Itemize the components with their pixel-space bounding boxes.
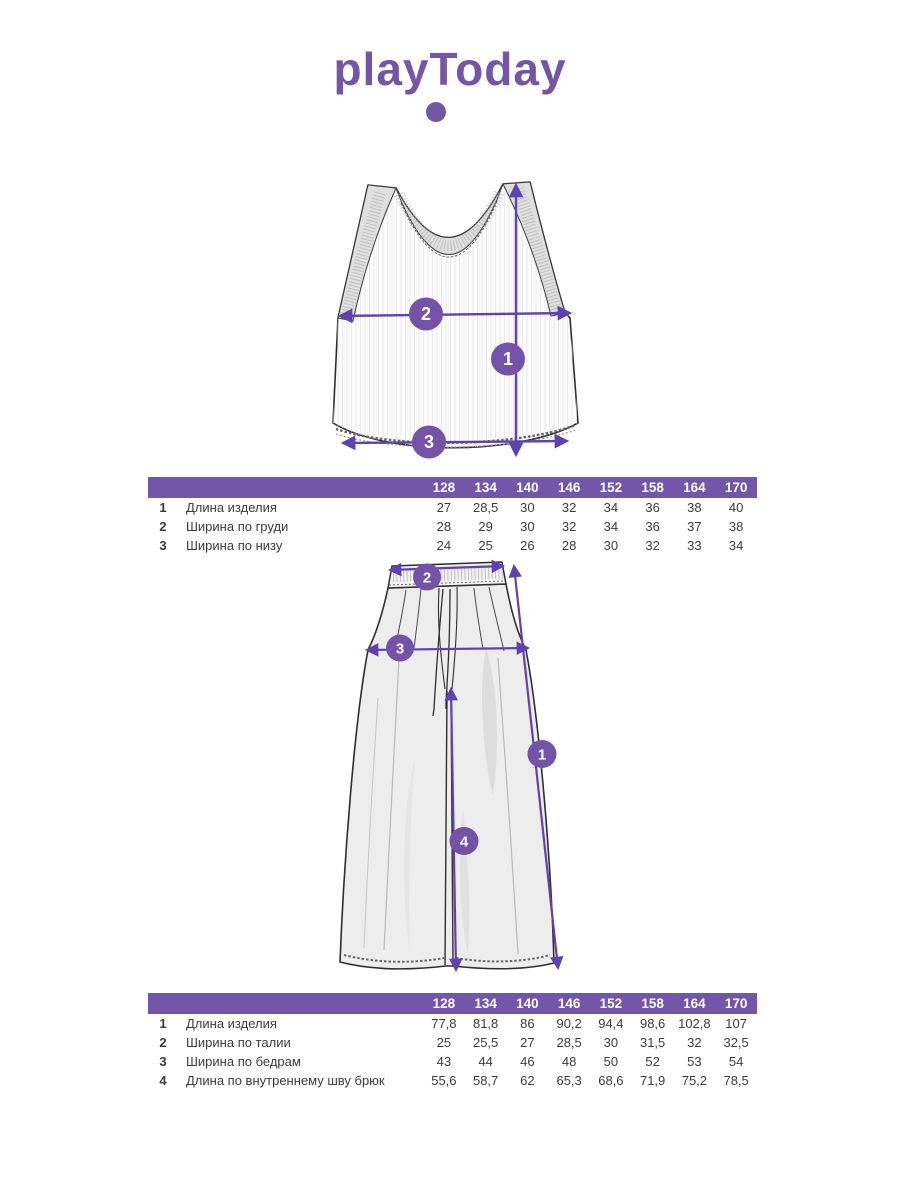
cell-value: 55,6 bbox=[431, 1073, 457, 1088]
cell-value: 37 bbox=[687, 519, 702, 534]
pants-diagram bbox=[320, 558, 575, 993]
size-header-row bbox=[148, 993, 757, 1014]
cell-value: 53 bbox=[687, 1054, 702, 1069]
badge-number: 3 bbox=[395, 640, 405, 658]
cell-value: 25 bbox=[478, 538, 493, 553]
size-header-cell: 140 bbox=[516, 996, 539, 1011]
row-label: Ширина по груди bbox=[186, 519, 289, 534]
cell-value: 28 bbox=[436, 519, 452, 534]
cell-value: 31,5 bbox=[639, 1035, 666, 1050]
cell-value: 25 bbox=[436, 1035, 452, 1050]
cell-value: 34 bbox=[603, 500, 619, 515]
size-header-cell: 146 bbox=[557, 480, 581, 495]
cell-value: 24 bbox=[436, 538, 452, 553]
cell-value: 28,5 bbox=[472, 500, 499, 515]
cell-value: 27 bbox=[520, 1035, 535, 1050]
table-row bbox=[148, 517, 757, 536]
size-header-cell: 140 bbox=[516, 480, 539, 495]
cell-value: 98,6 bbox=[639, 1016, 666, 1031]
cell-value: 102,8 bbox=[678, 1016, 711, 1031]
cell-value: 34 bbox=[728, 538, 744, 553]
row-number: 3 bbox=[159, 538, 167, 553]
cell-value: 86 bbox=[520, 1016, 535, 1031]
cell-value: 29 bbox=[478, 519, 493, 534]
cell-value: 40 bbox=[728, 500, 744, 515]
badge-number: 1 bbox=[502, 349, 514, 369]
tank-measure-badge-2 bbox=[409, 298, 443, 331]
cell-value: 32 bbox=[561, 500, 577, 515]
pants-measure-badge-1 bbox=[528, 740, 557, 768]
row-label: Длина изделия bbox=[186, 1016, 277, 1031]
pants-measure-badge-2 bbox=[413, 564, 441, 591]
cell-value: 62 bbox=[520, 1073, 535, 1088]
row-number: 2 bbox=[159, 1035, 167, 1050]
tank-measure-badge-3 bbox=[412, 426, 446, 459]
size-header-cell: 158 bbox=[641, 480, 664, 495]
cell-value: 32 bbox=[645, 538, 660, 553]
size-header-cell: 164 bbox=[683, 996, 706, 1011]
size-header-cell: 134 bbox=[474, 480, 497, 495]
cell-value: 25,5 bbox=[472, 1035, 499, 1050]
cell-value: 81,8 bbox=[472, 1016, 499, 1031]
badge-number: 4 bbox=[459, 833, 469, 851]
size-header-cell: 134 bbox=[474, 996, 497, 1011]
cell-value: 38 bbox=[687, 500, 702, 515]
badge-number: 2 bbox=[422, 569, 432, 587]
cell-value: 32 bbox=[561, 519, 577, 534]
table-row bbox=[148, 498, 757, 517]
row-number: 4 bbox=[159, 1073, 167, 1088]
cell-value: 36 bbox=[645, 500, 660, 515]
tank-top-size-table bbox=[148, 477, 757, 555]
row-label: Ширина по бедрам bbox=[186, 1054, 301, 1069]
bottom-width-arrow bbox=[343, 441, 567, 443]
cell-value: 30 bbox=[520, 519, 535, 534]
cell-value: 28,5 bbox=[556, 1035, 582, 1050]
tank-top-drawing bbox=[328, 179, 583, 461]
cell-value: 32 bbox=[687, 1035, 702, 1050]
row-label: Ширина по низу bbox=[186, 538, 283, 553]
cell-value: 71,9 bbox=[639, 1073, 666, 1088]
cell-value: 30 bbox=[603, 1035, 619, 1050]
cell-value: 36 bbox=[645, 519, 660, 534]
cell-value: 94,4 bbox=[598, 1016, 624, 1031]
cell-value: 34 bbox=[603, 519, 619, 534]
cell-value: 90,2 bbox=[556, 1016, 582, 1031]
size-header-cell: 164 bbox=[683, 480, 706, 495]
row-number: 3 bbox=[159, 1054, 167, 1069]
tank-top-diagram bbox=[300, 155, 600, 470]
cell-value: 30 bbox=[520, 500, 535, 515]
row-label: Длина по внутреннему шву брюк bbox=[186, 1073, 385, 1088]
cell-value: 52 bbox=[645, 1054, 660, 1069]
logo-dot bbox=[426, 102, 446, 122]
cell-value: 68,6 bbox=[598, 1073, 624, 1088]
row-number: 1 bbox=[159, 500, 167, 515]
size-header-row bbox=[148, 477, 757, 498]
cell-value: 58,7 bbox=[472, 1073, 499, 1088]
pants-size-table bbox=[148, 993, 757, 1090]
cell-value: 65,3 bbox=[556, 1073, 582, 1088]
cell-value: 44 bbox=[478, 1054, 493, 1069]
cell-value: 75,2 bbox=[681, 1073, 708, 1088]
table-row bbox=[148, 1014, 757, 1033]
cell-value: 38 bbox=[728, 519, 744, 534]
row-label: Ширина по талии bbox=[186, 1035, 291, 1050]
cell-value: 28 bbox=[561, 538, 577, 553]
tank-measure-badge-1 bbox=[491, 343, 525, 376]
brand-logo-text: playToday bbox=[333, 43, 567, 95]
table-row bbox=[148, 1052, 757, 1071]
row-number: 1 bbox=[159, 1016, 167, 1031]
cell-value: 50 bbox=[603, 1054, 619, 1069]
cell-value: 26 bbox=[520, 538, 535, 553]
cell-value: 46 bbox=[520, 1054, 535, 1069]
cell-value: 27 bbox=[436, 500, 452, 515]
row-label: Длина изделия bbox=[186, 500, 277, 515]
brand-logo bbox=[0, 43, 900, 95]
cell-value: 48 bbox=[561, 1054, 577, 1069]
row-number: 2 bbox=[159, 519, 167, 534]
cell-value: 33 bbox=[687, 538, 702, 553]
size-header-cell: 128 bbox=[432, 480, 456, 495]
badge-number: 2 bbox=[420, 304, 432, 324]
pants-measure-badge-3 bbox=[386, 635, 414, 662]
cell-value: 78,5 bbox=[723, 1073, 749, 1088]
size-header-cell: 170 bbox=[724, 996, 748, 1011]
size-header-cell: 146 bbox=[557, 996, 581, 1011]
badge-number: 3 bbox=[423, 432, 435, 452]
size-header-cell: 152 bbox=[599, 480, 623, 495]
cell-value: 54 bbox=[728, 1054, 744, 1069]
cell-value: 30 bbox=[603, 538, 619, 553]
pants-drawing bbox=[340, 562, 554, 969]
size-header-cell: 152 bbox=[599, 996, 623, 1011]
badge-number: 1 bbox=[537, 746, 547, 764]
size-header-cell: 170 bbox=[724, 480, 748, 495]
size-header-cell: 158 bbox=[641, 996, 664, 1011]
table-row bbox=[148, 1033, 757, 1052]
cell-value: 77,8 bbox=[431, 1016, 457, 1031]
cell-value: 107 bbox=[725, 1016, 747, 1031]
cell-value: 32,5 bbox=[723, 1035, 749, 1050]
table-row bbox=[148, 536, 757, 555]
cell-value: 43 bbox=[436, 1054, 452, 1069]
table-row bbox=[148, 1071, 757, 1090]
pants-measure-badge-4 bbox=[450, 827, 479, 855]
size-header-cell: 128 bbox=[432, 996, 456, 1011]
